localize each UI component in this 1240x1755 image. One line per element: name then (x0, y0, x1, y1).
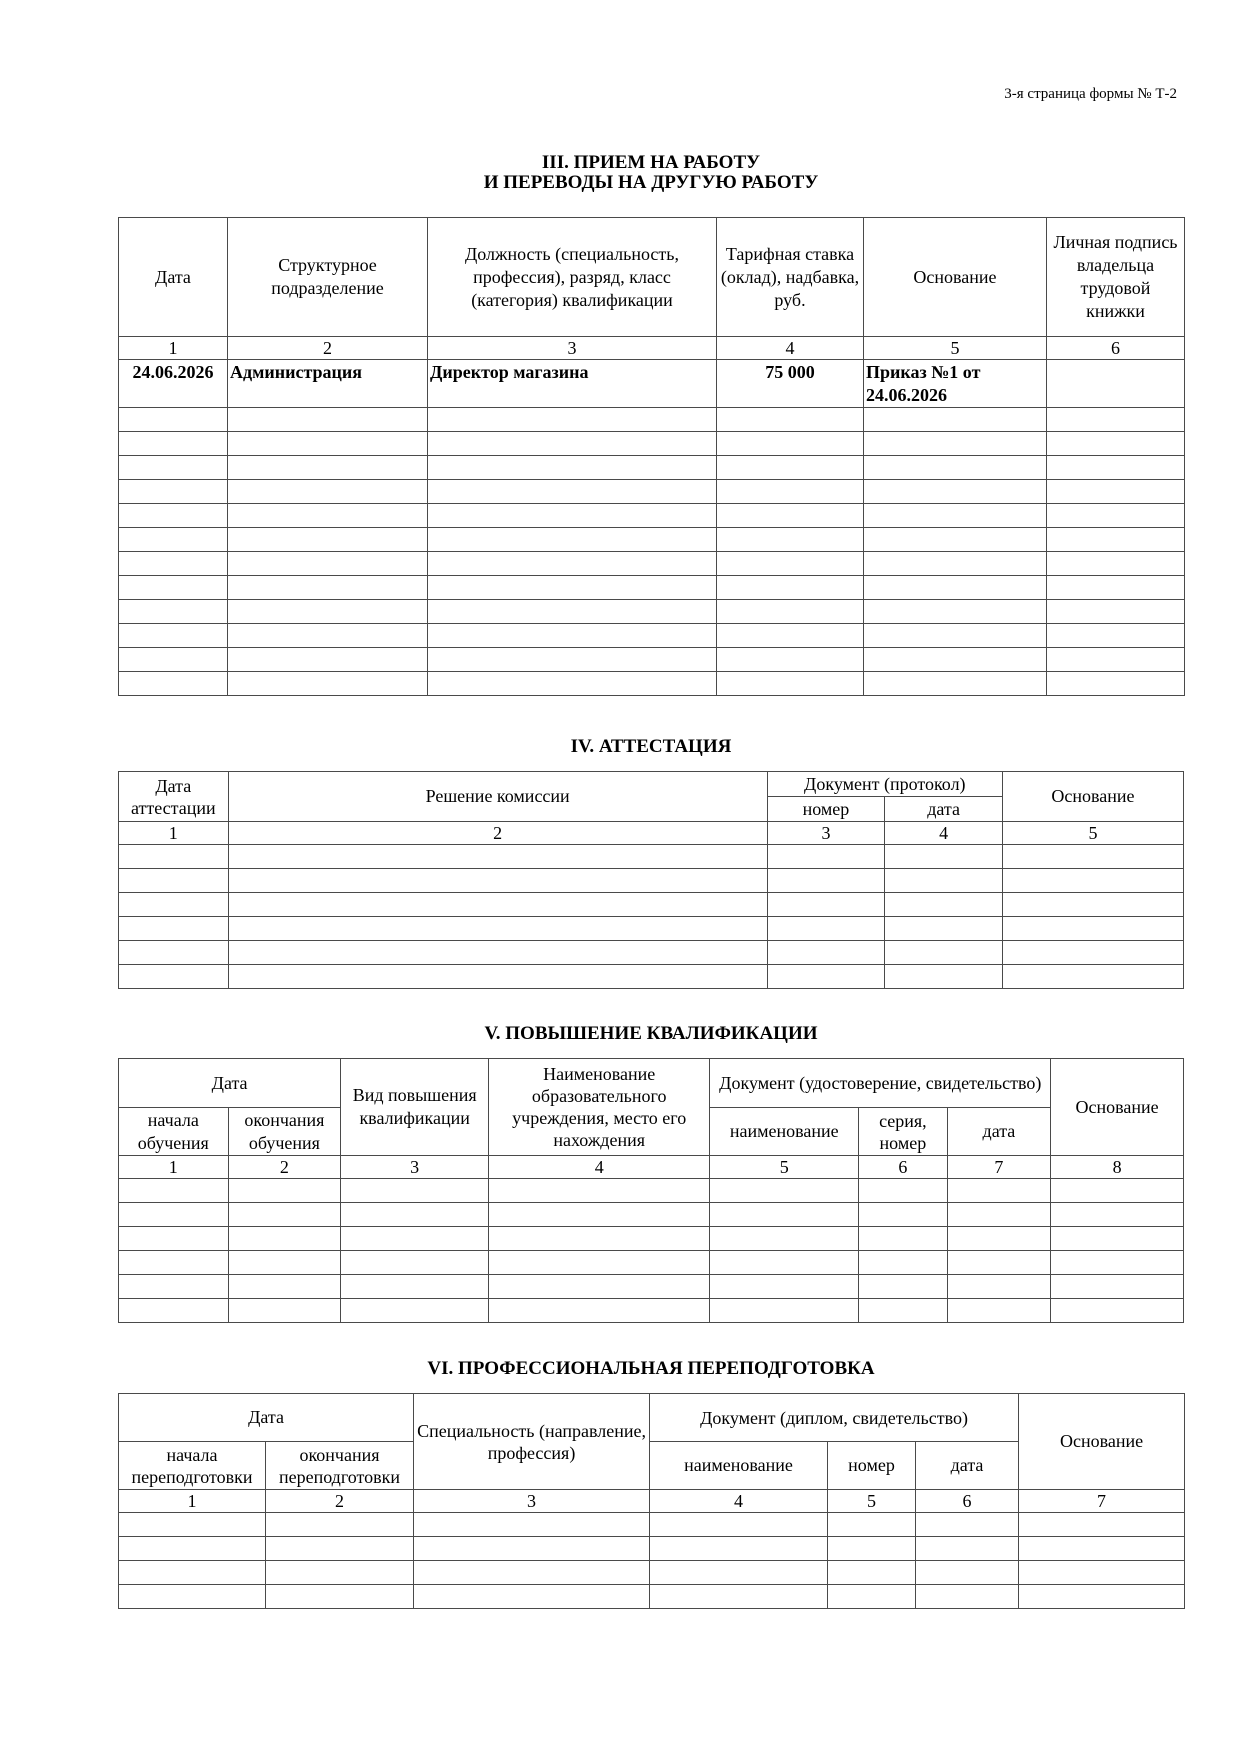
header-doc-date: дата (916, 1442, 1019, 1490)
column-numbers-row (119, 337, 1185, 360)
empty-cell[interactable] (428, 552, 717, 576)
empty-cell[interactable] (489, 1251, 710, 1275)
empty-table-row (119, 1513, 1185, 1537)
col-number: 2 (228, 337, 428, 360)
empty-cell[interactable] (228, 869, 767, 893)
empty-cell[interactable] (717, 600, 864, 624)
empty-cell[interactable] (228, 941, 767, 965)
col-number: 4 (885, 822, 1003, 845)
empty-cell[interactable] (717, 456, 864, 480)
empty-cell[interactable] (717, 648, 864, 672)
header-series-number: серия, номер (859, 1108, 947, 1156)
empty-table-row (119, 893, 1184, 917)
empty-cell[interactable] (864, 480, 1047, 504)
header-document: Документ (протокол) (767, 772, 1002, 797)
empty-cell[interactable] (650, 1585, 828, 1609)
empty-cell[interactable] (119, 893, 229, 917)
col-number: 4 (717, 337, 864, 360)
col-number: 2 (228, 1156, 341, 1179)
empty-table-row (119, 576, 1185, 600)
empty-cell[interactable] (864, 552, 1047, 576)
empty-cell[interactable] (859, 1179, 947, 1203)
header-doc-name: наименование (650, 1442, 828, 1490)
section3-title (118, 153, 1184, 193)
empty-cell[interactable] (650, 1537, 828, 1561)
empty-cell[interactable] (1047, 528, 1185, 552)
header-decision: Решение комиссии (228, 772, 767, 822)
empty-cell[interactable] (859, 1299, 947, 1323)
empty-table-row (119, 1179, 1184, 1203)
empty-table-row (119, 480, 1185, 504)
empty-cell[interactable] (489, 1227, 710, 1251)
entry-position[interactable]: Директор магазина (428, 360, 717, 408)
empty-table-row (119, 408, 1185, 432)
empty-cell[interactable] (828, 1537, 916, 1561)
header-date: Дата (119, 218, 228, 337)
header-signature: Личная подпись владельца трудовой книжки (1047, 218, 1185, 337)
empty-cell[interactable] (228, 672, 428, 696)
empty-cell[interactable] (341, 1179, 489, 1203)
empty-cell[interactable] (885, 965, 1003, 989)
header-document: Документ (удостоверение, свидетельство) (710, 1059, 1051, 1108)
empty-cell[interactable] (489, 1299, 710, 1323)
empty-cell[interactable] (1002, 965, 1183, 989)
empty-table-row (119, 600, 1185, 624)
empty-cell[interactable] (916, 1561, 1019, 1585)
empty-cell[interactable] (266, 1585, 414, 1609)
empty-table-row (119, 456, 1185, 480)
empty-cell[interactable] (717, 576, 864, 600)
empty-rows (119, 1179, 1184, 1323)
empty-cell[interactable] (266, 1561, 414, 1585)
empty-cell[interactable] (119, 1179, 229, 1203)
header-doc-number: номер (828, 1442, 916, 1490)
col-number: 4 (489, 1156, 710, 1179)
empty-cell[interactable] (228, 624, 428, 648)
col-number: 4 (650, 1490, 828, 1513)
header-document: Документ (диплом, свидетельство) (650, 1394, 1019, 1442)
empty-cell[interactable] (119, 965, 229, 989)
empty-cell[interactable] (859, 1251, 947, 1275)
empty-cell[interactable] (119, 1299, 229, 1323)
header-doc-date: дата (947, 1108, 1051, 1156)
empty-cell[interactable] (228, 1251, 341, 1275)
empty-cell[interactable] (414, 1513, 650, 1537)
empty-cell[interactable] (228, 528, 428, 552)
empty-cell[interactable] (947, 1299, 1051, 1323)
empty-cell[interactable] (119, 1585, 266, 1609)
entry-basis[interactable]: Приказ №1 от 24.06.2026 (864, 360, 1047, 408)
empty-table-row (119, 845, 1184, 869)
empty-cell[interactable] (947, 1227, 1051, 1251)
empty-cell[interactable] (1002, 941, 1183, 965)
empty-cell[interactable] (710, 1299, 859, 1323)
empty-cell[interactable] (710, 1251, 859, 1275)
empty-cell[interactable] (228, 845, 767, 869)
empty-cell[interactable] (414, 1585, 650, 1609)
empty-cell[interactable] (1047, 456, 1185, 480)
empty-table-row (119, 672, 1185, 696)
empty-cell[interactable] (864, 600, 1047, 624)
empty-cell[interactable] (710, 1275, 859, 1299)
header-specialty: Специальность (направление, профессия) (414, 1394, 650, 1490)
empty-cell[interactable] (119, 480, 228, 504)
empty-cell[interactable] (119, 869, 229, 893)
empty-cell[interactable] (414, 1537, 650, 1561)
empty-cell[interactable] (717, 504, 864, 528)
empty-rows (119, 845, 1184, 989)
empty-cell[interactable] (710, 1227, 859, 1251)
empty-cell[interactable] (717, 624, 864, 648)
header-date: Дата (119, 1394, 414, 1442)
empty-cell[interactable] (119, 528, 228, 552)
empty-cell[interactable] (119, 648, 228, 672)
empty-table-row (119, 941, 1184, 965)
section3-title-line2: И ПЕРЕВОДЫ НА ДРУГУЮ РАБОТУ (483, 172, 819, 193)
empty-cell[interactable] (717, 672, 864, 696)
header-end: окончания переподготовки (266, 1442, 414, 1490)
empty-cell[interactable] (228, 648, 428, 672)
empty-cell[interactable] (119, 1561, 266, 1585)
entry-signature[interactable] (1047, 360, 1185, 408)
empty-cell[interactable] (885, 893, 1003, 917)
col-number: 5 (828, 1490, 916, 1513)
empty-cell[interactable] (266, 1513, 414, 1537)
hiring-transfers-table (118, 217, 1185, 696)
empty-table-row (119, 1585, 1185, 1609)
section3-title-line1: III. ПРИЕМ НА РАБОТУ (541, 152, 761, 173)
empty-cell[interactable] (228, 456, 428, 480)
empty-cell[interactable] (1019, 1585, 1185, 1609)
empty-cell[interactable] (228, 965, 767, 989)
empty-cell[interactable] (767, 917, 885, 941)
empty-cell[interactable] (428, 672, 717, 696)
empty-cell[interactable] (1051, 1227, 1184, 1251)
empty-cell[interactable] (428, 576, 717, 600)
empty-cell[interactable] (341, 1275, 489, 1299)
empty-cell[interactable] (1047, 648, 1185, 672)
empty-cell[interactable] (1047, 600, 1185, 624)
empty-cell[interactable] (228, 552, 428, 576)
column-numbers-row (119, 1156, 1184, 1179)
col-number: 3 (767, 822, 885, 845)
empty-cell[interactable] (828, 1585, 916, 1609)
form-page-reference: 3-я страница формы № Т-2 (1004, 86, 1177, 102)
header-position: Должность (специальность, профессия), разряд, класс (категория) квалификации (428, 218, 717, 337)
empty-cell[interactable] (119, 845, 229, 869)
empty-table-row (119, 552, 1185, 576)
empty-table-row (119, 1251, 1184, 1275)
empty-cell[interactable] (119, 1275, 229, 1299)
empty-cell[interactable] (228, 480, 428, 504)
empty-cell[interactable] (228, 408, 428, 432)
header-doc-number: номер (767, 797, 885, 822)
col-number: 7 (1019, 1490, 1185, 1513)
empty-cell[interactable] (228, 600, 428, 624)
col-number: 5 (710, 1156, 859, 1179)
retraining-table (118, 1393, 1185, 1609)
empty-cell[interactable] (864, 576, 1047, 600)
empty-cell[interactable] (341, 1227, 489, 1251)
empty-cell[interactable] (428, 600, 717, 624)
empty-cell[interactable] (119, 1227, 229, 1251)
section5-title: V. ПОВЫШЕНИЕ КВАЛИФИКАЦИИ (484, 1023, 818, 1044)
section4-title: IV. АТТЕСТАЦИЯ (570, 736, 732, 757)
empty-cell[interactable] (341, 1251, 489, 1275)
empty-cell[interactable] (1002, 869, 1183, 893)
empty-cell[interactable] (119, 552, 228, 576)
empty-cell[interactable] (119, 504, 228, 528)
col-number: 6 (859, 1156, 947, 1179)
entry-date[interactable]: 24.06.2026 (119, 360, 228, 408)
empty-table-row (119, 1537, 1185, 1561)
empty-cell[interactable] (916, 1585, 1019, 1609)
empty-cell[interactable] (228, 917, 767, 941)
empty-cell[interactable] (228, 893, 767, 917)
empty-cell[interactable] (428, 528, 717, 552)
empty-table-row (119, 1203, 1184, 1227)
empty-cell[interactable] (119, 1513, 266, 1537)
empty-cell[interactable] (1002, 845, 1183, 869)
qualification-table (118, 1058, 1184, 1323)
empty-cell[interactable] (767, 941, 885, 965)
empty-cell[interactable] (710, 1203, 859, 1227)
empty-cell[interactable] (119, 941, 229, 965)
header-start: начала обучения (119, 1108, 229, 1156)
section6-title: VI. ПРОФЕССИОНАЛЬНАЯ ПЕРЕПОДГОТОВКА (427, 1358, 875, 1379)
empty-cell[interactable] (1047, 576, 1185, 600)
empty-cell[interactable] (864, 648, 1047, 672)
empty-cell[interactable] (228, 1275, 341, 1299)
col-number: 3 (428, 337, 717, 360)
empty-cell[interactable] (228, 1299, 341, 1323)
empty-cell[interactable] (119, 1251, 229, 1275)
col-number: 3 (414, 1490, 650, 1513)
empty-cell[interactable] (859, 1203, 947, 1227)
empty-table-row (119, 1299, 1184, 1323)
empty-cell[interactable] (489, 1203, 710, 1227)
empty-cell[interactable] (859, 1275, 947, 1299)
col-number: 1 (119, 337, 228, 360)
empty-cell[interactable] (1051, 1251, 1184, 1275)
header-date: Дата (119, 1059, 341, 1108)
column-numbers-row (119, 822, 1184, 845)
empty-cell[interactable] (489, 1179, 710, 1203)
empty-cell[interactable] (864, 672, 1047, 696)
empty-cell[interactable] (717, 528, 864, 552)
empty-cell[interactable] (119, 408, 228, 432)
empty-cell[interactable] (650, 1513, 828, 1537)
empty-table-row (119, 1227, 1184, 1251)
empty-cell[interactable] (885, 941, 1003, 965)
empty-table-row (119, 528, 1185, 552)
empty-cell[interactable] (428, 624, 717, 648)
empty-cell[interactable] (228, 576, 428, 600)
column-numbers-row (119, 1490, 1185, 1513)
empty-cell[interactable] (428, 648, 717, 672)
col-number: 8 (1051, 1156, 1184, 1179)
empty-cell[interactable] (885, 845, 1003, 869)
empty-cell[interactable] (228, 1203, 341, 1227)
empty-cell[interactable] (1047, 480, 1185, 504)
header-start: начала переподготовки (119, 1442, 266, 1490)
col-number: 1 (119, 1156, 229, 1179)
empty-cell[interactable] (650, 1561, 828, 1585)
empty-table-row (119, 869, 1184, 893)
empty-cell[interactable] (228, 1179, 341, 1203)
empty-cell[interactable] (717, 480, 864, 504)
empty-cell[interactable] (767, 965, 885, 989)
empty-cell[interactable] (1047, 672, 1185, 696)
empty-cell[interactable] (864, 408, 1047, 432)
empty-cell[interactable] (1051, 1275, 1184, 1299)
empty-cell[interactable] (864, 528, 1047, 552)
empty-cell[interactable] (428, 456, 717, 480)
header-basis: Основание (1051, 1059, 1184, 1156)
empty-cell[interactable] (828, 1561, 916, 1585)
empty-table-row (119, 1561, 1185, 1585)
empty-cell[interactable] (119, 917, 229, 941)
table-row (119, 360, 1185, 408)
empty-table-row (119, 917, 1184, 941)
col-number: 1 (119, 1490, 266, 1513)
empty-cell[interactable] (341, 1299, 489, 1323)
empty-cell[interactable] (885, 869, 1003, 893)
empty-cell[interactable] (119, 1537, 266, 1561)
empty-cell[interactable] (119, 600, 228, 624)
empty-cell[interactable] (119, 456, 228, 480)
empty-cell[interactable] (859, 1227, 947, 1251)
header-end: окончания обучения (228, 1108, 341, 1156)
empty-cell[interactable] (1047, 552, 1185, 576)
empty-cell[interactable] (414, 1561, 650, 1585)
empty-cell[interactable] (885, 917, 1003, 941)
empty-cell[interactable] (1047, 432, 1185, 456)
header-doc-date: дата (885, 797, 1003, 822)
empty-cell[interactable] (717, 552, 864, 576)
header-basis: Основание (864, 218, 1047, 337)
empty-cell[interactable] (1019, 1561, 1185, 1585)
empty-cell[interactable] (864, 624, 1047, 648)
empty-cell[interactable] (717, 432, 864, 456)
entry-rate[interactable]: 75 000 (717, 360, 864, 408)
empty-table-row (119, 1275, 1184, 1299)
empty-cell[interactable] (710, 1179, 859, 1203)
entry-department[interactable]: Администрация (228, 360, 428, 408)
header-department: Структурное подразделение (228, 218, 428, 337)
empty-cell[interactable] (1047, 504, 1185, 528)
empty-table-row (119, 432, 1185, 456)
empty-cell[interactable] (947, 1275, 1051, 1299)
col-number: 5 (1002, 822, 1183, 845)
empty-cell[interactable] (947, 1179, 1051, 1203)
empty-cell[interactable] (266, 1537, 414, 1561)
empty-cell[interactable] (228, 1227, 341, 1251)
empty-rows (119, 1513, 1185, 1609)
empty-cell[interactable] (916, 1537, 1019, 1561)
empty-cell[interactable] (228, 504, 428, 528)
empty-cell[interactable] (767, 869, 885, 893)
empty-table-row (119, 624, 1185, 648)
header-attestation-date: Дата аттестации (119, 772, 229, 822)
empty-cell[interactable] (1051, 1203, 1184, 1227)
empty-cell[interactable] (828, 1513, 916, 1537)
col-number: 7 (947, 1156, 1051, 1179)
empty-cell[interactable] (864, 432, 1047, 456)
empty-cell[interactable] (1051, 1299, 1184, 1323)
col-number: 5 (864, 337, 1047, 360)
empty-cell[interactable] (1019, 1537, 1185, 1561)
empty-cell[interactable] (1047, 408, 1185, 432)
empty-cell[interactable] (767, 845, 885, 869)
header-qualification-type: Вид повышения квалификации (341, 1059, 489, 1156)
empty-cell[interactable] (947, 1203, 1051, 1227)
empty-cell[interactable] (119, 672, 228, 696)
col-number: 6 (1047, 337, 1185, 360)
empty-cell[interactable] (1002, 917, 1183, 941)
attestation-table (118, 771, 1184, 989)
empty-cell[interactable] (428, 432, 717, 456)
empty-cell[interactable] (428, 504, 717, 528)
empty-cell[interactable] (717, 408, 864, 432)
empty-cell[interactable] (119, 624, 228, 648)
col-number: 1 (119, 822, 229, 845)
empty-cell[interactable] (916, 1513, 1019, 1537)
col-number: 2 (228, 822, 767, 845)
col-number: 2 (266, 1490, 414, 1513)
empty-cell[interactable] (428, 408, 717, 432)
empty-cell[interactable] (489, 1275, 710, 1299)
empty-table-row (119, 965, 1184, 989)
empty-cell[interactable] (228, 432, 428, 456)
empty-cell[interactable] (119, 432, 228, 456)
empty-cell[interactable] (864, 456, 1047, 480)
header-rate: Тарифная ставка (оклад), надбавка, руб. (717, 218, 864, 337)
empty-cell[interactable] (767, 893, 885, 917)
empty-cell[interactable] (1051, 1179, 1184, 1203)
header-institution: Наименование образовательного учреждения, место его нахождения (489, 1059, 710, 1156)
empty-cell[interactable] (947, 1251, 1051, 1275)
empty-table-row (119, 504, 1185, 528)
header-basis: Основание (1019, 1394, 1185, 1490)
empty-cell[interactable] (341, 1203, 489, 1227)
empty-cell[interactable] (428, 480, 717, 504)
empty-rows (119, 408, 1185, 696)
col-number: 3 (341, 1156, 489, 1179)
empty-cell[interactable] (119, 576, 228, 600)
empty-cell[interactable] (1002, 893, 1183, 917)
empty-table-row (119, 648, 1185, 672)
empty-cell[interactable] (864, 504, 1047, 528)
empty-cell[interactable] (1047, 624, 1185, 648)
col-number: 6 (916, 1490, 1019, 1513)
empty-cell[interactable] (119, 1203, 229, 1227)
empty-cell[interactable] (1019, 1513, 1185, 1537)
header-basis: Основание (1002, 772, 1183, 822)
header-doc-name: наименование (710, 1108, 859, 1156)
